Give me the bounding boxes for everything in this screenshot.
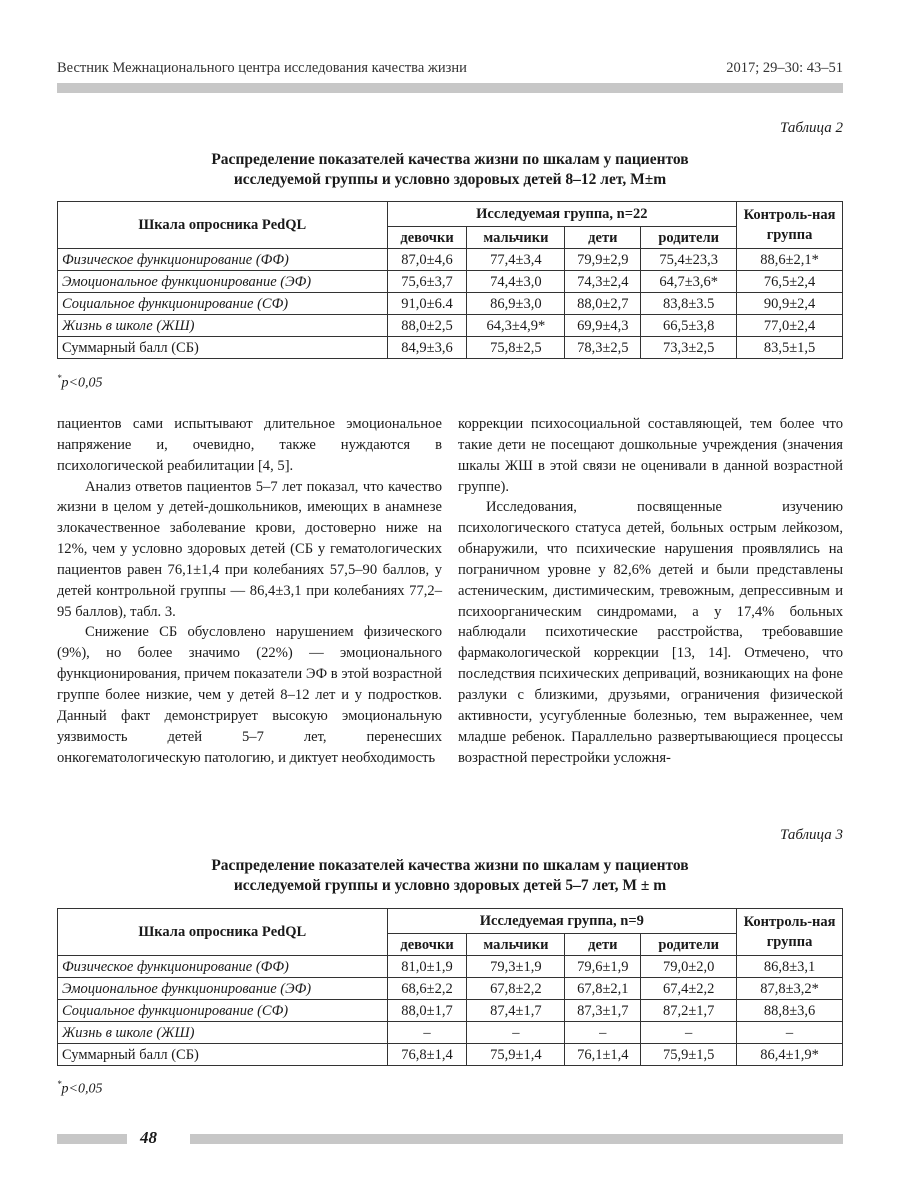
table2-cell-boys: 86,9±3,0 xyxy=(467,293,565,315)
table2-cell-boys: 74,4±3,0 xyxy=(467,271,565,293)
body-column-left xyxy=(57,414,442,768)
table2-title xyxy=(57,150,843,190)
table2-head-girls: девочки xyxy=(387,227,467,249)
table2-cell-girls: 84,9±3,6 xyxy=(387,337,467,359)
table3-cell-parents: 75,9±1,5 xyxy=(641,1044,737,1066)
table3 xyxy=(57,908,843,1066)
asterisk-mark: * xyxy=(57,373,62,383)
table2-cell-control: 88,6±2,1* xyxy=(737,249,843,271)
table3-cell-girls: 81,0±1,9 xyxy=(387,956,467,978)
table3-head-scale: Шкала опросника PedQL xyxy=(58,909,388,956)
table3-head-parents: родители xyxy=(641,934,737,956)
table3-head-children: дети xyxy=(565,934,641,956)
table2-head-parents: родители xyxy=(641,227,737,249)
table3-cell-boys: 67,8±2,2 xyxy=(467,978,565,1000)
table3-cell-parents: 67,4±2,2 xyxy=(641,978,737,1000)
table3-row-scale: Суммарный балл (СБ) xyxy=(58,1044,388,1066)
table2-cell-children: 79,9±2,9 xyxy=(565,249,641,271)
footer-rule-right xyxy=(190,1134,843,1144)
table2-head-study-group: Исследуемая группа, n=22 xyxy=(387,202,737,227)
table3-cell-girls: 68,6±2,2 xyxy=(387,978,467,1000)
table3-cell-girls: 88,0±1,7 xyxy=(387,1000,467,1022)
table2-footnote xyxy=(57,373,102,392)
table3-title-line1: Распределение показателей качества жизни по шкалам у пациентов xyxy=(211,857,689,874)
table3-title-line2: исследуемой группы и условно здоровых детей 5–7 лет, M ± m xyxy=(233,877,667,894)
table3-title xyxy=(57,856,843,896)
paragraph: Исследования, посвященные изучению психологического статуса детей, больных острым лейкозом, обнаружили, что психические нарушения проявлялись на пограничном уровне у 82,6% детей и были представлены астеническим, дистимическим, тревожным, депрессивным и психоорганическим синдромами, а у 17,4% больных наблюдали психотические расстройства, требовавшие фармакологической коррекции [13, 14]. Отмечено, что последствия психических деприваций, возникающих на фоне разлуки с близкими, друзьями, ограничения физической активности, усугубленные болезнью, тем выраженнее, чем младше ребенок. Параллельно развертывающиеся процессы возрастной перестройки усложня- xyxy=(458,499,843,766)
table3-cell-parents: – xyxy=(641,1022,737,1044)
table-row xyxy=(58,956,843,978)
table2-cell-boys: 77,4±3,4 xyxy=(467,249,565,271)
table2-cell-children: 78,3±2,5 xyxy=(565,337,641,359)
table3-footnote xyxy=(57,1079,102,1098)
table3-cell-children: 79,6±1,9 xyxy=(565,956,641,978)
table3-head-control: Контроль-ная группа xyxy=(737,909,843,956)
table2-cell-control: 76,5±2,4 xyxy=(737,271,843,293)
table2-cell-children: 88,0±2,7 xyxy=(565,293,641,315)
table3-row-scale: Физическое функционирование (ФФ) xyxy=(58,956,388,978)
journal-title: Вестник Межнационального центра исследования качества жизни xyxy=(57,60,467,76)
table3-head-girls: девочки xyxy=(387,934,467,956)
table2-cell-girls: 88,0±2,5 xyxy=(387,315,467,337)
table2-cell-control: 83,5±1,5 xyxy=(737,337,843,359)
table2-cell-children: 74,3±2,4 xyxy=(565,271,641,293)
table3-cell-boys: – xyxy=(467,1022,565,1044)
table2-title-line1: Распределение показателей качества жизни по шкалам у пациентов xyxy=(211,151,689,168)
body-column-right xyxy=(458,414,843,768)
table2-cell-children: 69,9±4,3 xyxy=(565,315,641,337)
table-row xyxy=(58,293,843,315)
table-row xyxy=(58,337,843,359)
table3-cell-boys: 87,4±1,7 xyxy=(467,1000,565,1022)
table3-cell-control: 87,8±3,2* xyxy=(737,978,843,1000)
table3-row-scale: Эмоциональное функционирование (ЭФ) xyxy=(58,978,388,1000)
table3-cell-children: 76,1±1,4 xyxy=(565,1044,641,1066)
table2-cell-control: 77,0±2,4 xyxy=(737,315,843,337)
table-row xyxy=(58,1044,843,1066)
table3-cell-girls: 76,8±1,4 xyxy=(387,1044,467,1066)
paragraph: Анализ ответов пациентов 5–7 лет показал, что качество жизни в целом у детей-дошкольников, имеющих в анамнезе злокачественное заболевание крови, достоверно ниже на 12%, чем у условно здоровых детей (СБ у гематологических пациентов равен 76,1±1,4 при колебаниях 57,5–90 баллов, у детей контрольной группы — 86,4±3,1 при колебаниях 77,2–95 баллов), табл. 3. xyxy=(57,478,442,620)
table2-head-boys: мальчики xyxy=(467,227,565,249)
table3-cell-girls: – xyxy=(387,1022,467,1044)
table3-cell-control: – xyxy=(737,1022,843,1044)
table3-cell-children: 67,8±2,1 xyxy=(565,978,641,1000)
table2-head-control: Контроль-ная группа xyxy=(737,202,843,249)
table2-row-scale: Жизнь в школе (ЖШ) xyxy=(58,315,388,337)
header-rule xyxy=(57,83,843,93)
table3-cell-boys: 79,3±1,9 xyxy=(467,956,565,978)
page-number: 48 xyxy=(140,1128,157,1147)
table2-title-line2: исследуемой группы и условно здоровых детей 8–12 лет, M±m xyxy=(233,171,667,188)
table3-footnote-text: p<0,05 xyxy=(61,1081,103,1097)
table3-cell-children: – xyxy=(565,1022,641,1044)
table3-cell-children: 87,3±1,7 xyxy=(565,1000,641,1022)
table-row xyxy=(58,1000,843,1022)
table2-cell-girls: 87,0±4,6 xyxy=(387,249,467,271)
table3-cell-control: 86,8±3,1 xyxy=(737,956,843,978)
table2-cell-boys: 75,8±2,5 xyxy=(467,337,565,359)
table2-footnote-text: p<0,05 xyxy=(61,375,103,391)
table-row xyxy=(58,315,843,337)
table3-cell-control: 88,8±3,6 xyxy=(737,1000,843,1022)
table3-row-scale: Социальное функционирование (СФ) xyxy=(58,1000,388,1022)
issue-info: 2017; 29–30: 43–51 xyxy=(726,60,843,76)
table2-cell-parents: 73,3±2,5 xyxy=(641,337,737,359)
table2-cell-control: 90,9±2,4 xyxy=(737,293,843,315)
table3-head-boys: мальчики xyxy=(467,934,565,956)
table2-row-scale: Эмоциональное функционирование (ЭФ) xyxy=(58,271,388,293)
paragraph: коррекции психосоциальной составляющей, тем более что такие дети не посещают дошкольные учреждения (значения шкалы ЖШ в этой связи не оценивали в данной возрастной группе). xyxy=(458,416,843,495)
table2-head-children: дети xyxy=(565,227,641,249)
table2-head-scale: Шкала опросника PedQL xyxy=(58,202,388,249)
paragraph: пациентов сами испытывают длительное эмоциональное напряжение и, очевидно, также нуждаются в психологической реабилитации [4, 5]. xyxy=(57,416,442,474)
table-row xyxy=(58,271,843,293)
table3-label: Таблица 3 xyxy=(780,827,843,843)
table-row xyxy=(58,978,843,1000)
table2 xyxy=(57,201,843,359)
table-row xyxy=(58,1022,843,1044)
paragraph: Снижение СБ обусловлено нарушением физического (9%), но более значимо (22%) — эмоционального функционирования, причем показатели ЭФ в этой возрастной группе более низкие, чем у детей 8–12 лет и у подростков. Данный факт демонстрирует высокую эмоциональную уязвимость детей 5–7 лет, перенесших онкогематологическую патологию, и диктует необходимость xyxy=(57,624,442,766)
table3-row-scale: Жизнь в школе (ЖШ) xyxy=(58,1022,388,1044)
table2-cell-boys: 64,3±4,9* xyxy=(467,315,565,337)
table3-cell-parents: 79,0±2,0 xyxy=(641,956,737,978)
table2-cell-parents: 83,8±3.5 xyxy=(641,293,737,315)
table2-cell-parents: 64,7±3,6* xyxy=(641,271,737,293)
table2-cell-parents: 75,4±23,3 xyxy=(641,249,737,271)
table2-cell-girls: 91,0±6.4 xyxy=(387,293,467,315)
table-row xyxy=(58,249,843,271)
asterisk-mark: * xyxy=(57,1079,62,1089)
table2-cell-girls: 75,6±3,7 xyxy=(387,271,467,293)
table2-cell-parents: 66,5±3,8 xyxy=(641,315,737,337)
table3-cell-control: 86,4±1,9* xyxy=(737,1044,843,1066)
table3-cell-boys: 75,9±1,4 xyxy=(467,1044,565,1066)
table2-label: Таблица 2 xyxy=(780,120,843,136)
table3-head-study-group: Исследуемая группа, n=9 xyxy=(387,909,737,934)
table2-row-scale: Социальное функционирование (СФ) xyxy=(58,293,388,315)
table2-row-scale: Суммарный балл (СБ) xyxy=(58,337,388,359)
footer-rule-left xyxy=(57,1134,127,1144)
table3-cell-parents: 87,2±1,7 xyxy=(641,1000,737,1022)
table2-row-scale: Физическое функционирование (ФФ) xyxy=(58,249,388,271)
